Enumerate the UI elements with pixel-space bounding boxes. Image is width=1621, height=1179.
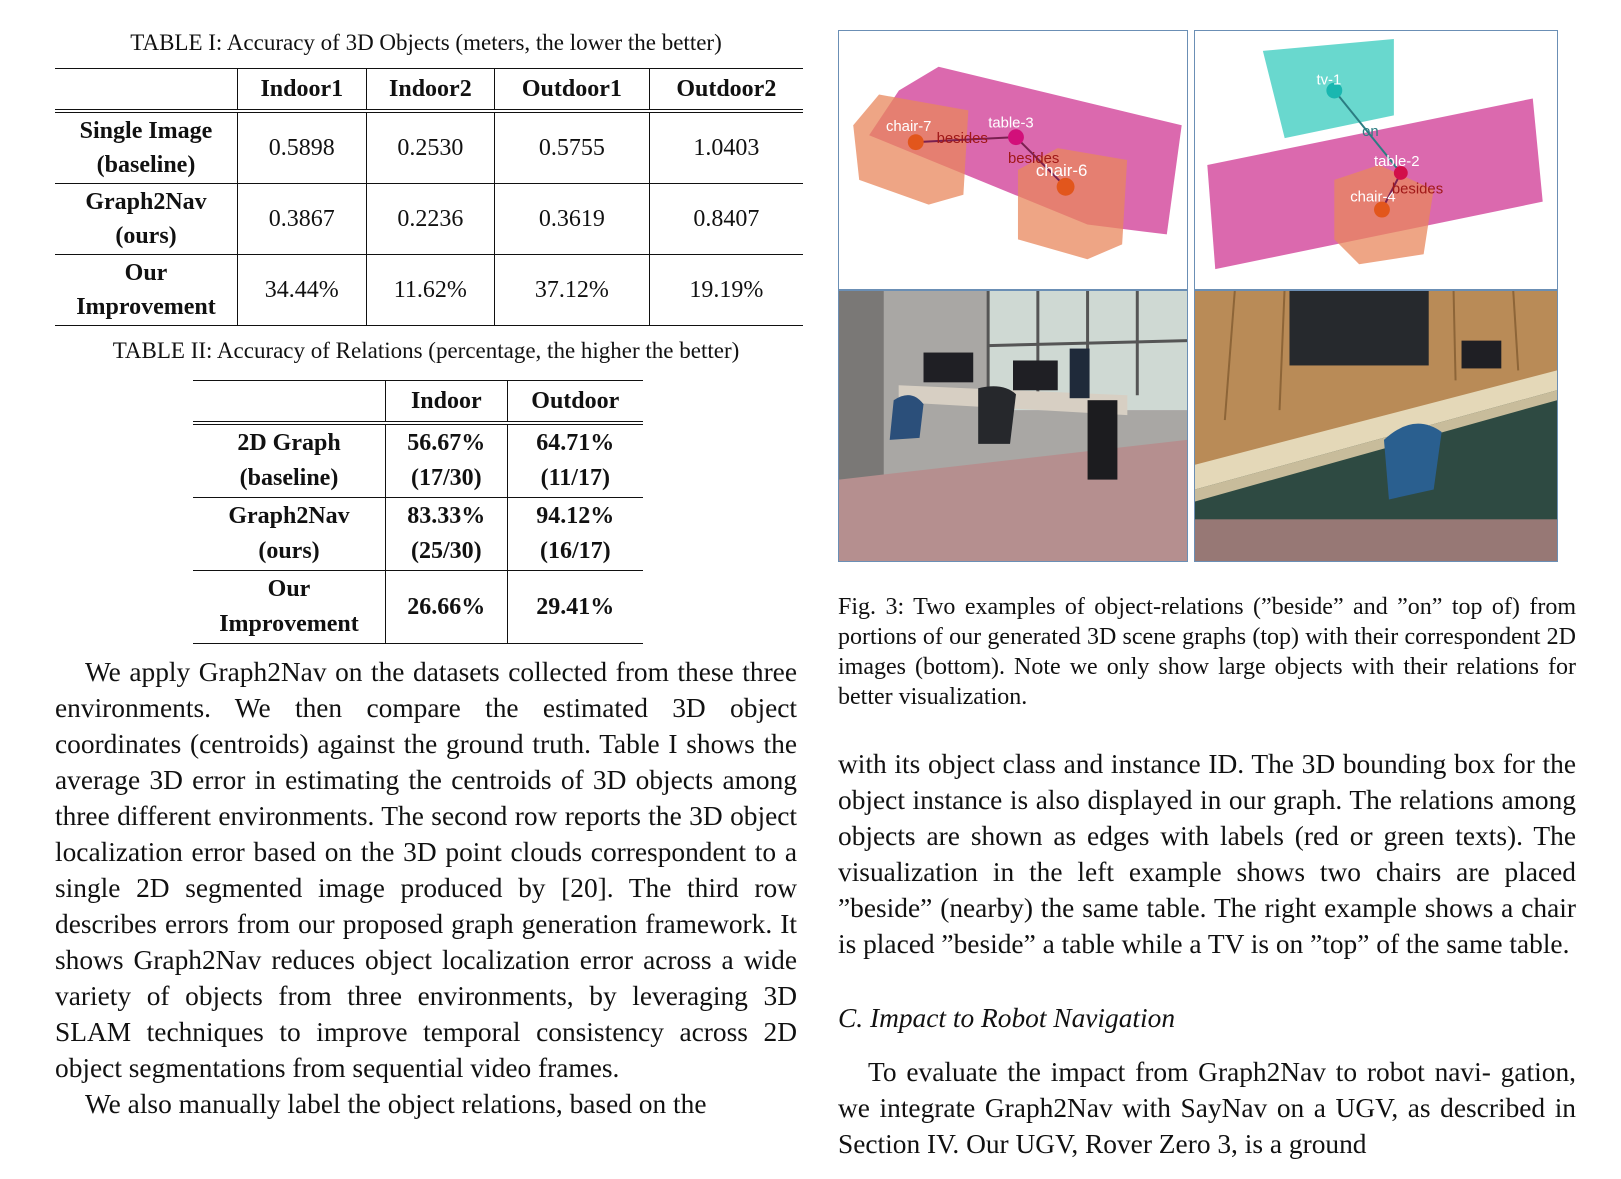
table-cell: 11.62% bbox=[366, 255, 495, 326]
node-dot bbox=[1008, 129, 1024, 145]
figure-caption: Fig. 3: Two examples of object-relations (”beside” and ”on” top of) from portions of our generated 3D scene graphs (top) with their correspondent 2D images (bottom). Note we only show large objects with their relations for better visualization. bbox=[838, 594, 1576, 710]
body-paragraph: To evaluate the impact from Graph2Nav to robot navi- gation, we integrate Graph2Nav with SayNav on a UGV, as described in Section IV. Our UGV, Rover Zero 3, is a ground bbox=[838, 1057, 1576, 1159]
table-cell: 26.66% bbox=[386, 571, 508, 644]
scene-graph-left-svg bbox=[839, 31, 1187, 289]
node-label: chair-4 bbox=[1350, 189, 1396, 206]
row-label: Our Improvement bbox=[193, 571, 386, 644]
table-cell: 94.12% (16/17) bbox=[507, 498, 643, 571]
node-dot bbox=[908, 134, 924, 150]
table-row bbox=[55, 111, 803, 184]
row-label: Graph2Nav (ours) bbox=[55, 184, 238, 255]
node-label: chair-6 bbox=[1035, 160, 1088, 180]
photo-right bbox=[1194, 290, 1558, 562]
monitor bbox=[1013, 360, 1058, 390]
row-label: Graph2Nav (ours) bbox=[193, 498, 386, 571]
scene-graph-right bbox=[1194, 30, 1558, 290]
table-row bbox=[193, 423, 643, 498]
table-cell: 0.3867 bbox=[238, 184, 367, 255]
node-dot bbox=[1057, 178, 1075, 196]
table1-corner bbox=[55, 69, 238, 112]
edge-label: on bbox=[1362, 124, 1379, 141]
table1-col-indoor1: Indoor1 bbox=[238, 69, 367, 112]
right-column bbox=[838, 30, 1576, 1162]
table2-col-indoor: Indoor bbox=[386, 381, 508, 424]
table-cell: 0.5898 bbox=[238, 111, 367, 184]
table-row bbox=[193, 571, 643, 644]
scene-graph-right-svg bbox=[1195, 31, 1557, 289]
scene-graph-left bbox=[838, 30, 1188, 290]
table1-caption: TABLE I: Accuracy of 3D Objects (meters, the lower the better) bbox=[130, 30, 722, 55]
table-cell: 64.71% (11/17) bbox=[507, 423, 643, 498]
photo-left bbox=[838, 290, 1188, 562]
node-label: table-2 bbox=[1374, 153, 1420, 170]
table2-col-outdoor: Outdoor bbox=[507, 381, 643, 424]
monitor bbox=[1462, 341, 1502, 369]
edge-label: besides bbox=[1391, 181, 1444, 198]
edge-label: besides bbox=[936, 131, 988, 148]
row-label: 2D Graph (baseline) bbox=[193, 423, 386, 498]
table2-corner bbox=[193, 381, 386, 424]
monitor bbox=[924, 353, 974, 383]
table-row bbox=[55, 255, 803, 326]
table-cell: 0.2530 bbox=[366, 111, 495, 184]
section-heading: C. Impact to Robot Navigation bbox=[838, 1003, 1176, 1033]
table1-col-indoor2: Indoor2 bbox=[366, 69, 495, 112]
table-row bbox=[55, 184, 803, 255]
figure-3 bbox=[838, 30, 1568, 566]
pc-tower bbox=[1088, 400, 1118, 479]
node-label: chair-7 bbox=[885, 119, 932, 136]
table-cell: 0.3619 bbox=[495, 184, 650, 255]
table1-col-outdoor1: Outdoor1 bbox=[495, 69, 650, 112]
table1-col-outdoor2: Outdoor2 bbox=[649, 69, 803, 112]
body-paragraph: with its object class and instance ID. The 3D bounding box for the object instance is also displayed in our graph. The relations among objects are shown as edges with labels (red or green texts). The visualization in the left example shows two chairs are placed ”beside” (nearby) the same table. The right example shows a chair is placed ”beside” a table while a TV is on ”top” of the same table. bbox=[838, 749, 1576, 959]
table-cell: 0.5755 bbox=[495, 111, 650, 184]
table2-caption: TABLE II: Accuracy of Relations (percentage, the higher the better) bbox=[112, 338, 740, 363]
table2 bbox=[193, 380, 643, 644]
table-row bbox=[193, 498, 643, 571]
edge-label: besides bbox=[1008, 150, 1060, 167]
node-label: tv-1 bbox=[1316, 72, 1342, 89]
table-cell: 34.44% bbox=[238, 255, 367, 326]
body-paragraph: We also manually label the object relations, based on the bbox=[85, 1089, 707, 1119]
chair-box bbox=[853, 95, 968, 205]
table-cell: 1.0403 bbox=[649, 111, 803, 184]
table-cell: 56.67% (17/30) bbox=[386, 423, 508, 498]
table-cell: 37.12% bbox=[495, 255, 650, 326]
tv-screen bbox=[1289, 291, 1428, 365]
table-cell: 29.41% bbox=[507, 571, 643, 644]
black-chair bbox=[978, 386, 1016, 444]
table-cell: 0.2236 bbox=[366, 184, 495, 255]
left-column bbox=[55, 28, 797, 1122]
node-label: table-3 bbox=[988, 115, 1034, 132]
blue-chair bbox=[1384, 424, 1442, 500]
monitor bbox=[1070, 349, 1090, 399]
table-cell: 0.8407 bbox=[649, 184, 803, 255]
row-label: Our Improvement bbox=[55, 255, 238, 326]
body-paragraph: We apply Graph2Nav on the datasets collected from these three environments. We then compare the estimated 3D object coordinates (centroids) against the ground truth. Table I shows the average 3D error in estimating the centroids of 3D objects among three different environments. The second row reports the 3D object localization error based on the 3D point clouds correspondent to a single 2D segmented image produced by [20]. The third row describes errors from our proposed graph generation framework. It shows Graph2Nav reduces object localization error across a wide variety of objects from three environments, by leveraging 3D SLAM techniques to improve temporal consistency across 2D object segmentations from sequential video frames. bbox=[55, 657, 797, 1083]
photo-right-svg bbox=[1195, 291, 1557, 561]
blue-chair bbox=[890, 395, 924, 440]
table-cell: 19.19% bbox=[649, 255, 803, 326]
table-cell: 83.33% (25/30) bbox=[386, 498, 508, 571]
photo-left-svg bbox=[839, 291, 1187, 561]
row-label: Single Image (baseline) bbox=[55, 111, 238, 184]
table1 bbox=[55, 68, 803, 326]
